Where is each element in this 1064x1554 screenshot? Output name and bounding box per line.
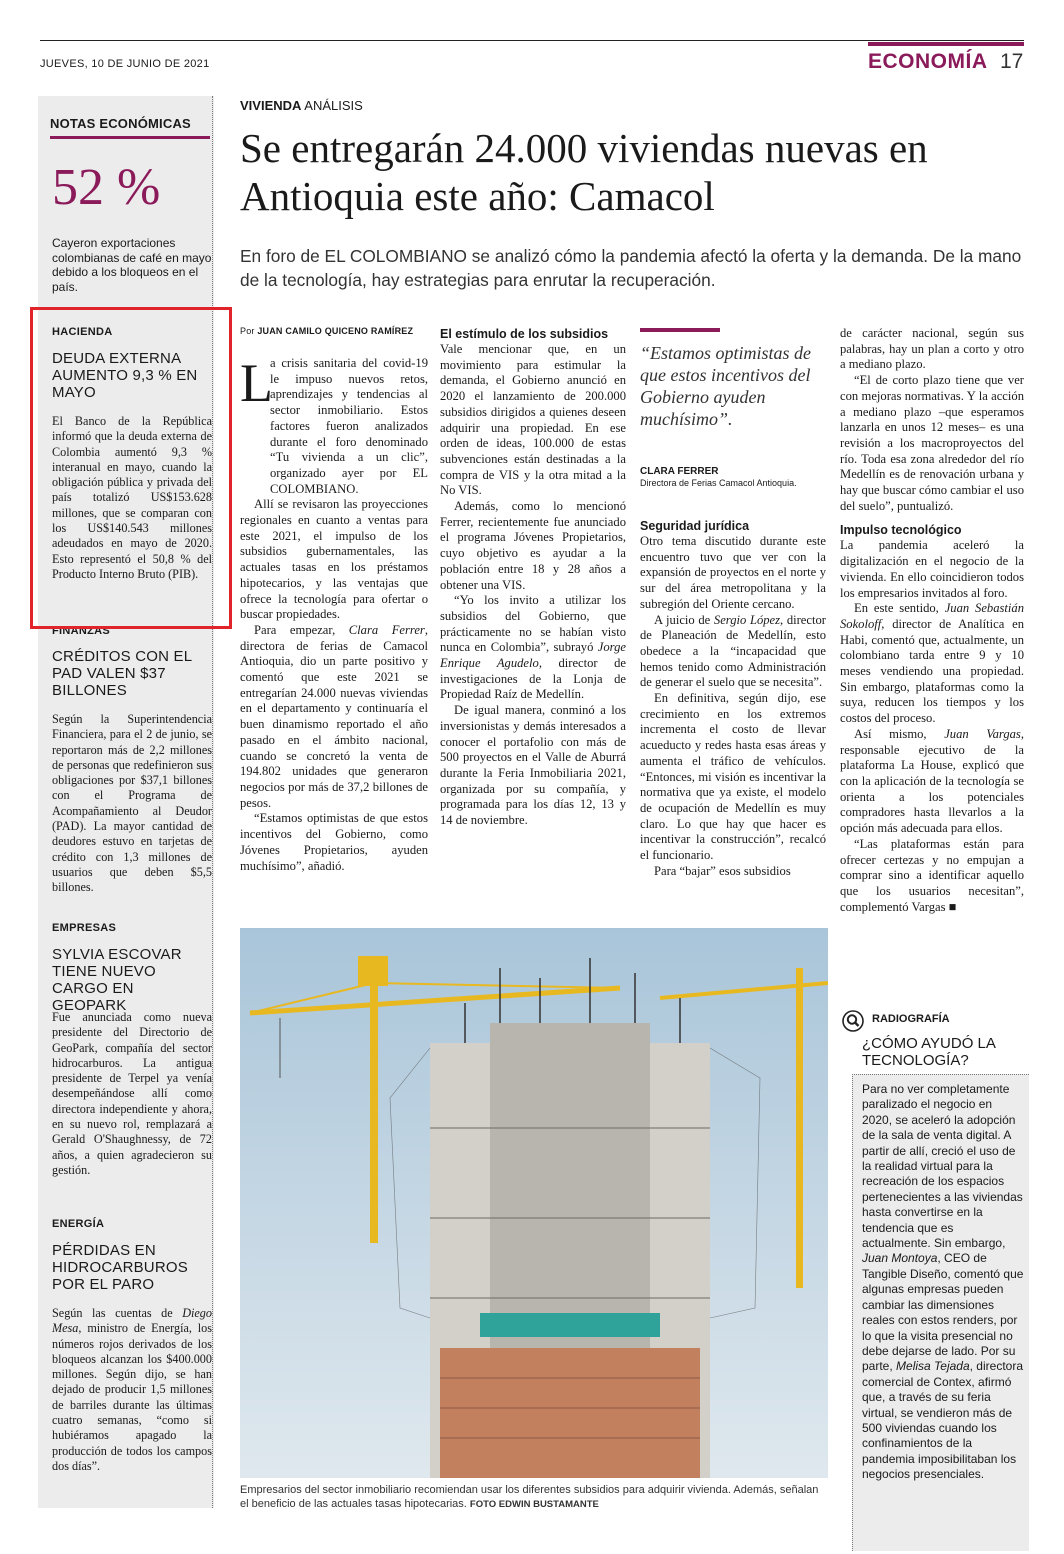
sidebar-title-bar	[50, 136, 210, 139]
note-body-hacienda: El Banco de la República informó que la deuda externa de Colombia aumentó 9,3 % interanual en mayo, cuando la obligación pública y privada del país totalizó US$153.628 millones, que se comparan con los US$140.543 millones adeudados en mayo de 2020. Esto representó el 50,8 % del Producto Interno Bruto (PIB).	[52, 414, 212, 581]
edition-date: JUEVES, 10 DE JUNIO DE 2021	[40, 58, 210, 70]
deck: En foro de EL COLOMBIANO se analizó cómo la pandemia afectó la oferta y la demanda. De la mano de la tecnología, hay estrategias para enrutar la recuperación.	[240, 246, 1022, 290]
note-title-finanzas: CRÉDITOS CON EL PAD VALEN $37 BILLONES	[52, 648, 192, 699]
paragraph: “Estamos optimistas de que estos incentivos del Gobierno, como Jóvenes Propietarios, ayuden muchísimo”, añadió.	[240, 811, 428, 873]
note-section-finanzas: FINANZAS	[52, 625, 111, 634]
subhead: Seguridad jurídica	[640, 519, 750, 533]
paragraph: Además, como lo mencionó Ferrer, recientemente fue anunciado el programa Jóvenes Propietarios, cuyo objetivo es ayudar a la población entre 18 y 28 años a obtener una VIS.	[440, 499, 626, 592]
note-body-finanzas: Según la Superintendencia Financiera, para el 2 de junio, se reportaron más de 2,2 millones de personas que redefinieron sus obligaciones por $37,1 billones con el Programa de Acompañamiento al Deudor (PAD). La mayor cantidad de deudores estuvo en tarjetas de crédito con 1,3 millones de usuarios que deben $5,5 billones.	[52, 712, 212, 895]
highlight-box	[30, 307, 232, 629]
paragraph: La pandemia aceleró la digitalización en el negocio de la vivienda. En ello coincidieron todos los empresarios invitados al foro.	[840, 538, 1024, 600]
column-4	[840, 326, 1024, 915]
section-name: ECONOMÍA	[868, 50, 988, 73]
column-1	[240, 353, 428, 874]
quote-accent-bar	[640, 328, 720, 332]
paragraph: “El de corto plazo tiene que ver con mejoras normativas. Y la acción a mediano plazo –que esperamos lanzarla en unos 12 meses– es una revisión a los macroproyectos del río. Toda esa zona alrededor del río Medellín es de renovación urbana y hay que buscar cómo cambiar el uso del suelo”, puntualizó.	[840, 373, 1024, 513]
paragraph: Para “bajar” esos subsidios	[654, 863, 791, 878]
magnifier-icon	[842, 1010, 864, 1032]
paragraph: “Las plataformas están para ofrecer certezas y no empujan a comprar sino a identificar aquello que los usuarios necesitan”, complementó Vargas ■	[840, 836, 1024, 914]
column-3	[640, 518, 826, 879]
note-title-hacienda: DEUDA EXTERNA AUMENTO 9,3 % EN MAYO	[52, 350, 198, 401]
photo-caption: Empresarios del sector inmobiliario recomiendan usar los diferentes subsidios para adquirir vivienda. Además, señalan el beneficio de las actuales tasas hipotecarias. FOTO EDWIN BUSTAMANTE	[240, 1484, 819, 1510]
page-number: 17	[1000, 50, 1024, 73]
note-section-hacienda: HACIENDA	[52, 326, 113, 338]
paragraph: de carácter nacional, según sus palabras, hay un plan a corto y otro a mediano plazo.	[840, 326, 1024, 372]
radiografia-label: RADIOGRAFÍA	[872, 1013, 950, 1025]
radiografia-body: Para no ver completamente paralizado el negocio en 2020, se aceleró la adopción de la sala de venta digital. A partir de allí, creció el uso de la realidad virtual para la recreación de los espacios pertenecientes a las viviendas hasta convertirse en la tendencia que es actualmente. Sin embargo, Juan Montoya, CEO de Tangible Diseño, comentó que algunas empresas pueden cambiar las dimensiones reales con estos renders, por lo que la visita presencial no debe dejarse de lado. Por su parte, Melisa Tejada, directora comercial de Contex, afirmó que, a través de su feria virtual, se vendieron más de 500 viviendas cuando los confinamientos de la pandemia imposibilitaban los negocios presenciales.	[862, 1082, 1024, 1482]
sidebar-title: NOTAS ECONÓMICAS	[50, 116, 191, 131]
paragraph: Allí se revisaron las proyecciones regionales en cuanto a ventas para este 2021, el impulso de los subsidios gubernamentales, las actuales tasas en los préstamos hipotecarios, y las ventajas que ofrece la tecnología para ofertar o buscar propiedades.	[240, 497, 428, 622]
section-accent-bar	[868, 42, 1024, 46]
note-title-empresas: SYLVIA ESCOVAR TIENE NUEVO CARGO EN GEOPARK	[52, 946, 182, 1014]
note-body-empresas: Fue anunciada como nueva presidente del Directorio de GeoPark, compañía del sector hidrocarburos. La antigua presidente de Terpel ya venía desempeñándose allí como directora independiente y ahora, en su nuevo rol, remplazará a Gerald O'Shaughnessy, de 72 años, a quien agradecieron su gestión.	[52, 1010, 212, 1177]
paragraph: En definitiva, según dijo, ese crecimiento en los extremos incrementa el costo de llevar acueducto y redes hasta esas áreas y aumenta el tráfico de vehículos. “Entonces, mi visión es incentivar la normativa que ya existe, el modelo de ocupación de Medellín es muy claro. Lo que hay que hacer es incentivar la construcción”, recalcó el funcionario.	[640, 691, 826, 863]
kicker: VIVIENDA ANÁLISIS	[240, 98, 363, 113]
paragraph: En este sentido, Juan Sebastián Sokoloff, director de Analítica en Habi, comentó que, actualmente, un colombiano tarda entre 9 y 10 meses vendiendo una propiedad. Sin embargo, plataformas como la suya, reducen los tiempos y los costos del proceso.	[840, 601, 1025, 726]
headline: Se entregarán 24.000 viviendas nuevas en Antioquia este año: Camacol	[240, 125, 928, 219]
byline: Por JUAN CAMILO QUICENO RAMÍREZ	[240, 326, 414, 336]
paragraph: a crisis sanitaria del covid-19 le impuso nuevos retos, aprendizajes y tendencias al sector inmobiliario. Estos factores fueron analizados durante el foro denominado “Tu vivienda a un clic”, organizado ayer por EL COLOMBIANO.	[270, 356, 428, 496]
top-rule	[40, 40, 1024, 41]
note-section-empresas: EMPRESAS	[52, 922, 117, 934]
column-2	[440, 326, 626, 829]
dropcap: L	[240, 353, 273, 413]
paragraph: Otro tema discutido durante este encuentro tuvo que ver con la expansión de proyectos en el norte y sur del área metropolitana y la subregión del Oriente cercano.	[640, 534, 826, 611]
paragraph: Para empezar, Clara Ferrer, directora de ferias de Camacol Antioquia, dio un parte positivo y comentó que este 2021 se entregarían 24.000 nuevas viviendas en el departamento y continuaría el buen dinamismo reportado el año pasado en el ámbito nacional, cuando se concretó la venta de 194.802 unidades que generaron negocios por más de 37,2 billones de pesos.	[240, 622, 428, 810]
subhead: Impulso tecnológico	[840, 523, 962, 538]
note-title-energia: PÉRDIDAS EN HIDROCARBUROS POR EL PARO	[52, 1242, 188, 1293]
quote-author: CLARA FERRER	[640, 466, 719, 477]
paragraph: Vale mencionar que, en un movimiento para estimular la demanda, el Gobierno anunció en 2020 el lanzamiento de 200.000 subsidios dirigidos a quienes deseen adquirir una propiedad. En ese orden de ideas, 100.000 de estas subvenciones están destinadas a la compra de VIS y la otra mitad a la No VIS.	[440, 342, 626, 498]
paragraph: “Yo los invito a utilizar los subsidios del Gobierno, que prácticamente no se habían visto nunca en Colombia”, subrayó Jorge Enrique Agudelo, director de investigaciones de la Lonja de Propiedad Raíz de Medellín.	[440, 593, 626, 702]
paragraph: De igual manera, conminó a los inversionistas y demás interesados a conocer el portafolio con más de 500 proyectos en el Valle de Aburrá durante la Feria Inmobiliaria 2021, organizada por su compañía, y programada para los días 12, 13 y 14 de noviembre.	[440, 703, 626, 828]
paragraph: A juicio de Sergio López, director de Planeación de Medellín, esto obedece a la “incapacidad que hemos tenido como Administración de generar el suelo que se necesita”.	[640, 612, 826, 690]
paragraph: Así mismo, Juan Vargas, responsable ejecutivo de la plataforma La House, explicó que con la aplicación de la tecnología se orienta a los potenciales compradores hasta llevarlos a la opción más adecuada para ellos.	[840, 726, 1024, 836]
construction-photo	[240, 928, 828, 1478]
note-body-energia: Según las cuentas de Diego Mesa, ministro de Energía, los números rojos derivados de los bloqueos alcanzan los $400.000 millones. Según dijo, se han dejado de producir 1,5 millones de barriles durante las últimas cuatro semanas, “como si hubiéramos apagado la producción de todos los campos dos días”.	[52, 1306, 212, 1473]
note-section-energia: ENERGÍA	[52, 1218, 105, 1230]
radiografia-title: ¿CÓMO AYUDÓ LA TECNOLOGÍA?	[862, 1035, 996, 1069]
quote-author-role: Directora de Ferias Camacol Antioquia.	[640, 478, 797, 488]
big-stat-text: Cayeron exportaciones colombianas de café en mayo debido a los bloqueos en el país.	[52, 236, 212, 294]
subhead: El estímulo de los subsidios	[440, 327, 609, 341]
big-stat: 52 %	[52, 159, 161, 216]
pull-quote: “Estamos optimistas de que estos incentivos del Gobierno ayuden muchísimo”.	[640, 343, 812, 429]
